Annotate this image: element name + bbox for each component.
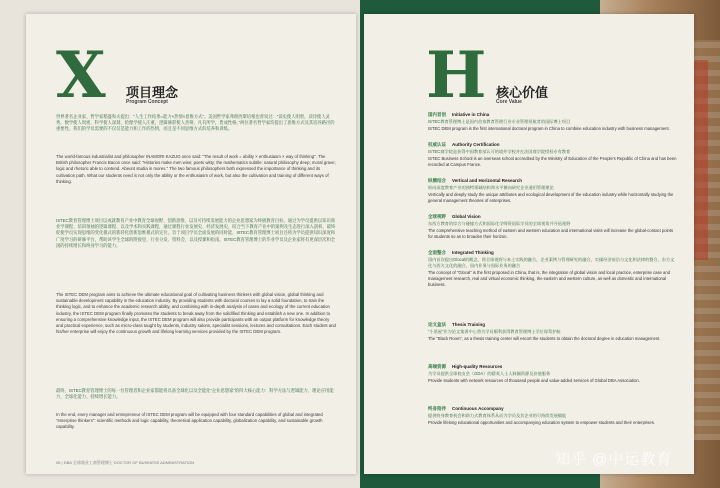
value-text-en: The concept of "Glocal" is the first proposed in China, that is, the integration of global vision and local practice, enterprise case and management research, real and virtual economic thinking, the eastern and western culture, as well as domestic and international business.	[428, 270, 671, 287]
value-text-cn: ISTEC教育管理博士是国内首家教育管理行业专业管理领航者的国际博士项目	[428, 119, 571, 124]
value-title: Thesis Training	[452, 322, 486, 327]
value-tag: 论文盒法	[428, 322, 446, 327]
value-text-cn: 提供终身教育机会和助力式教育体系从而为学员及其企业的可持续发展赋能	[428, 413, 567, 418]
concept-paragraph-cn-1: 世界著名企业家、哲学家稻盛和夫提出：“人生工作结果=能力×热情×思维方式”。美国哲学家弗朗西斯培根也曾说过：“读史使人明智，读诗使人灵秀，数学使人周密，科学使人深刻，伦理学使人庄重，逻辑修辞使人善辩，凡有所学，皆成性格。”两位著名哲学家均提出了思维方式及其培养路径的重要性。我们的学员需要的不仅仅是能力和工作的热情，而且是不同思维方式的培养和训练。	[56, 114, 335, 132]
page-footer: 06 | DBA 全球商业工商管理博士 DOCTOR OF BUSINESS ADMINISTRATION	[56, 460, 195, 465]
value-text-cn: 纵向深度教育产业的独特领域结构和水平横向研究企业通用管理理论	[428, 185, 554, 190]
concept-paragraph-cn-3: 最终，ISTEC教育管理博士的每一位管理者和企业家都能将具备全球化以及全能化“企业思想家”的四大核心能力：科学方法与逻辑能力、理论应用能力、全球化能力、持续增长能力。	[56, 388, 334, 400]
page-title: 核心价值	[496, 85, 549, 100]
value-title: Global Vision	[452, 214, 481, 219]
page-title: 项目理念	[126, 85, 179, 100]
right-page	[364, 14, 694, 474]
value-text-en: The comprehensive teaching method of eastern and western education and international visits will increase the global-contact points for students so as to broaden their horizon.	[428, 228, 674, 239]
value-tag: 纵横结合	[428, 178, 446, 183]
value-text-cn: 为学员提供全球校友会（GDA）的精英人士人脉圈资源及价值服务	[428, 371, 551, 376]
value-heading	[428, 322, 485, 328]
value-text-en: The "Black Room", as a thesis training center will escort the students to obtain the doctoral degree in education management.	[428, 336, 661, 341]
watermark: 知乎 @中运教育	[555, 451, 673, 468]
value-heading	[428, 178, 522, 184]
value-tag: 权威认证	[428, 142, 446, 147]
value-text-cn: “小黑屋”作为论文集训中心将为学员顺利获得教育管理博士学位保驾护航	[428, 329, 561, 334]
value-heading	[428, 112, 489, 118]
value-text-cn: ISTEC商学院是获得中国教育部认可的境外学校并在法国商学院授权专有教育	[428, 149, 571, 154]
value-text-en: ISTEC DEM program is the first international doctoral program in China to combine education industry with business management.	[428, 126, 670, 131]
page-subtitle: Core Value	[496, 99, 522, 105]
concept-paragraph-cn-2: ISTEC教育管理博士项目以成就教育产业中教育全球视野、创新思维、以及可持续发展能力的企业思想家为终极教育目标，通过为学员提供以知识商业学课程、培训领袖的逻辑课程、以及学术和实践课程，通过课程行业发展史、经济发展史，结合当下教育产业中的案例及生态进行深入剖析，最终促使学员实现思维的变化模式的新转化创新思维模式的定位。旨于项目学员全面发展的同时能，ISTEC教育管理博士项目还将为学员提供知识深度和广度学习的研修平台，帮助该学生全球的附接里、行业分发、资料会、以及授课和指南。ISTEC教育管理博士的毕业学员及企业家将有更深层次和全国的持续增长和终身学习的能力。	[56, 218, 336, 248]
value-text-cn: 国内首次提出Glocal的概念，将全球视野与本土实践的融合，企业案例与管理研究的融合，实操经济前沿与文化和法律的整合，东方文化与西方文化的融合，国内业务与国际业务的融合	[428, 257, 675, 268]
concept-paragraph-en-1: The world-famous industrialist and philosopher INAMORI KAZUO once said: "The result of work = ability × enthusiasm × way of thinking". The British philosopher Francis Bacon once said: "Histories make men wise; poets witty; the mathematics subtile; natural philosophy deep; moral grave; logic and rhetoric able to contend. Abeunt studia in mores." The two famous philosophers both expressed the importance of thinking and its cultivation path. What our students need is not only the ability or the enthusiasm of work, but also the cultivation and training of different ways of thinking.	[56, 154, 336, 184]
value-heading	[428, 142, 500, 148]
value-text-cn: 东西方教育的综合与碰撞方式和国际化学师资国际学员的全球视角并开拓视野	[428, 221, 571, 226]
value-heading	[428, 364, 502, 370]
value-tag: 全面整合	[428, 250, 446, 255]
concept-paragraph-en-2: The ISTEC DEM program aims to achieve the ultimate educational goal of cultivating business thinkers with global vision, global thinking and sustainable development capability in the education industry. By providing students with doctoral courses to lay a solid foundation, to train the thinking logic, and to enhance the academic research ability, and combining with in-depth analysis of cases and ecology of the current education industry, the ISTEC DEM program finally promotes the students to break away from the solidified thinking and establish a new one. In addition to ensuring a comprehensive knowledge input, the ISTEC DEM program will also provide participants with an output platform for knowledge theory and practical experience, such as micro-class taught by students, industry salons, specialist sessions, lectures and consultations. Each student and his/her enterprise will enjoy the continuous growth and lifelong learning services provided by the ISTEC DEM program.	[56, 292, 336, 335]
value-title: Vertical and Horizontal Research	[452, 178, 523, 183]
value-title: Integrated Thinking	[452, 250, 494, 255]
value-text-en: ISTEC Business School is an overseas school accredited by the Ministry of Education of the People's Republic of China and has been recorded at Campus France.	[428, 156, 677, 167]
value-title: Authority Certification	[452, 142, 500, 147]
big-letter-x: X	[56, 38, 106, 113]
value-tag: 高端资源	[428, 364, 446, 369]
page-subtitle: Program Concept	[126, 99, 168, 105]
value-title: High-quality Resources	[452, 364, 503, 369]
value-heading	[428, 250, 494, 256]
value-title: Initiative in China	[452, 112, 490, 117]
value-tag: 终身陪伴	[428, 406, 446, 411]
left-page	[26, 14, 356, 474]
concept-paragraph-en-3: In the end, every manager and entrepreneur of ISTEC DEM program will be equipped with four standard capabilities of global and integrated "enterprise thinkers": scientific methods and logic capability, theoretical application capability, globalization capability, and sustainable growth capability.	[56, 412, 323, 430]
value-text-en: Provide lifelong educational opportunities and accompanying education system to empower students and their enterprises.	[428, 420, 655, 425]
big-letter-h: H	[426, 38, 487, 113]
value-text-en: Vertically and deeply study the unique attributes and ecological development of the education industry while horizontally studying the general management theories of enterprises.	[428, 192, 674, 203]
value-tag: 国内首创	[428, 112, 446, 117]
value-tag: 全球视野	[428, 214, 446, 219]
value-heading	[428, 214, 481, 220]
value-heading	[428, 406, 504, 412]
value-text-en: Provide students with network resources of thousand people and value-added services of Global DBA Association.	[428, 378, 640, 383]
value-title: Continuous Accompany	[452, 406, 504, 411]
